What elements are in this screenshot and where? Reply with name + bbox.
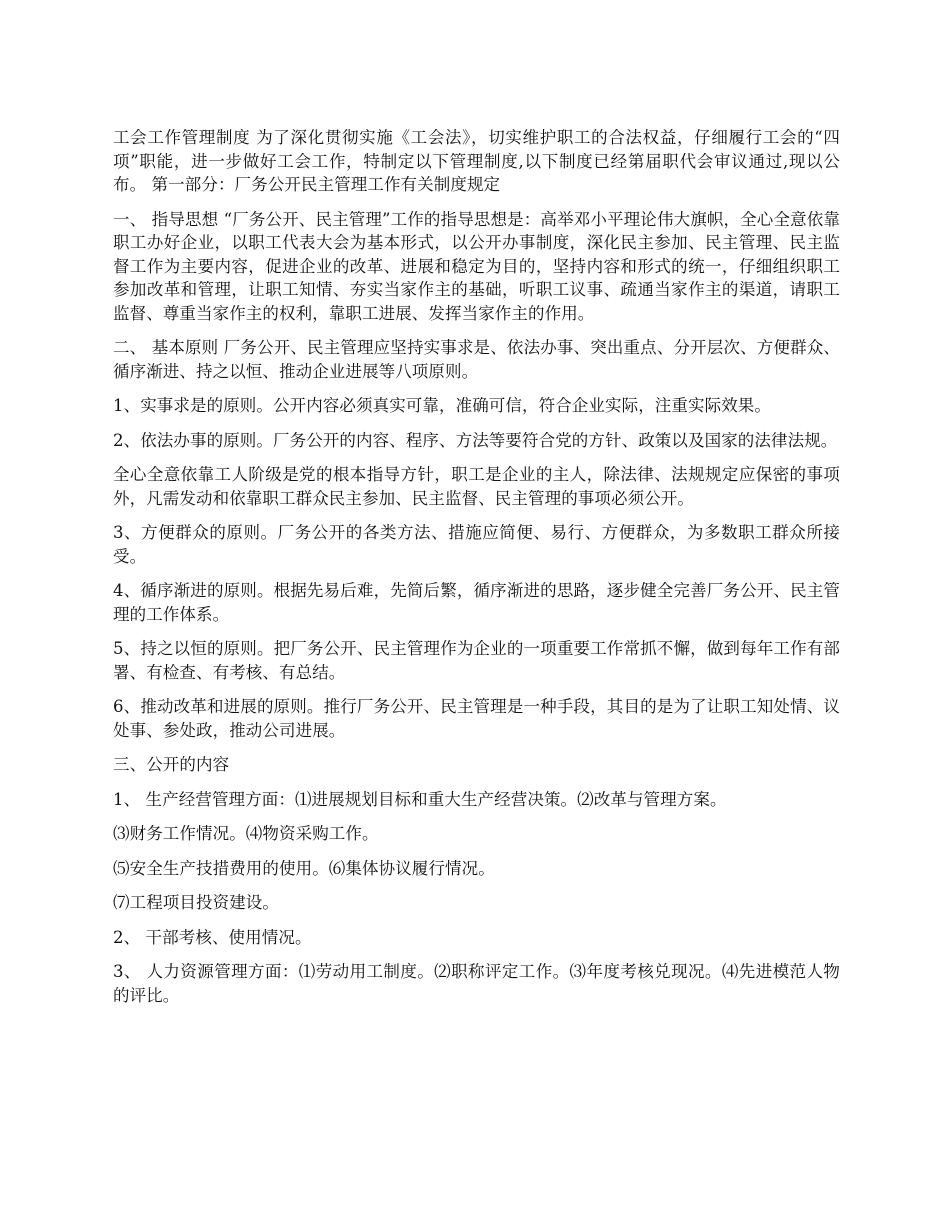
paragraph-principle-2: 2、依法办事的原则。厂务公开的内容、程序、方法等要符合党的方针、政策以及国家的法律法规。 bbox=[113, 430, 838, 450]
paragraph-intro: 工会工作管理制度 为了深化贯彻实施《工会法》，切实维护职工的合法权益，仔细履行工会的“四项”职能，进一步做好工会工作，特制定以下管理制度,以下制度已经第届职代会审议通过,现以公布。 第一部分：厂务公开民主管理工作有关制度规定 bbox=[113, 128, 840, 194]
paragraph-content-3: 3、 人力资源管理方面：⑴劳动用工制度。⑵职称评定工作。⑶年度考核兑现况。⑷先进模范人物的评比。 bbox=[113, 962, 840, 1005]
paragraph-principle-2-detail: 全心全意依靠工人阶级是党的根本指导方针，职工是企业的主人，除法律、法规规定应保密的事项外，凡需发动和依靠职工群众民主参加、民主监督、民主管理的事项必须公开。 bbox=[113, 465, 840, 508]
paragraph-content-1-items-3-4: ⑶财务工作情况。⑷物资采购工作。 bbox=[113, 824, 379, 843]
paragraph-guiding-ideology: 一、 指导思想 “厂务公开、民主管理”工作的指导思想是：高举邓小平理论伟大旗帜，全心全意依靠职工办好企业，以职工代表大会为基本形式，以公开办事制度，深化民主参加、民主管理、民主监督工作为主要内容，促进企业的改革、进展和稳定为目的，坚持内容和形式的统一，仔细组织职工参加改革和管理，让职工知情、夯实当家作主的基础，听职工议事、疏通当家作主的渠道，请职工监督、尊重当家作主的权利，靠职工进展、发挥当家作主的作用。 bbox=[113, 209, 840, 323]
section-heading-disclosure-content: 三、公开的内容 bbox=[113, 755, 230, 774]
paragraph-principle-5: 5、持之以恒的原则。把厂务公开、民主管理作为企业的一项重要工作常抓不懈，做到每年工作有部署、有检查、有考核、有总结。 bbox=[113, 639, 840, 682]
paragraph-principle-1: 1、实事求是的原则。公开内容必须真实可靠，准确可信，符合企业实际，注重实际效果。 bbox=[113, 396, 771, 415]
paragraph-content-2: 2、 干部考核、使用情况。 bbox=[113, 927, 312, 947]
paragraph-principle-3: 3、方便群众的原则。厂务公开的各类方法、措施应简便、易行、方便群众，为多数职工群众所接受。 bbox=[113, 523, 840, 566]
paragraph-content-1-item-7: ⑺工程项目投资建设。 bbox=[113, 893, 279, 912]
paragraph-content-1-items-5-6: ⑸安全生产技措费用的使用。⑹集体协议履行情况。 bbox=[113, 858, 495, 878]
paragraph-basic-principles: 二、 基本原则 厂务公开、民主管理应坚持实事求是、依法办事、突出重点、分开层次、方便群众、循序渐进、持之以恒、推动企业进展等八项原则。 bbox=[113, 338, 840, 381]
paragraph-principle-4: 4、循序渐进的原则。根据先易后难，先简后繁，循序渐进的思路，逐步健全完善厂务公开、民主管理的工作体系。 bbox=[113, 581, 840, 624]
paragraph-content-1: 1、 生产经营管理方面：⑴进展规划目标和重大生产经营决策。⑵改革与管理方案。 bbox=[113, 789, 727, 809]
paragraph-principle-6: 6、推动改革和进展的原则。推行厂务公开、民主管理是一种手段，其目的是为了让职工知处情、议处事、参处政，推动公司进展。 bbox=[113, 697, 840, 740]
